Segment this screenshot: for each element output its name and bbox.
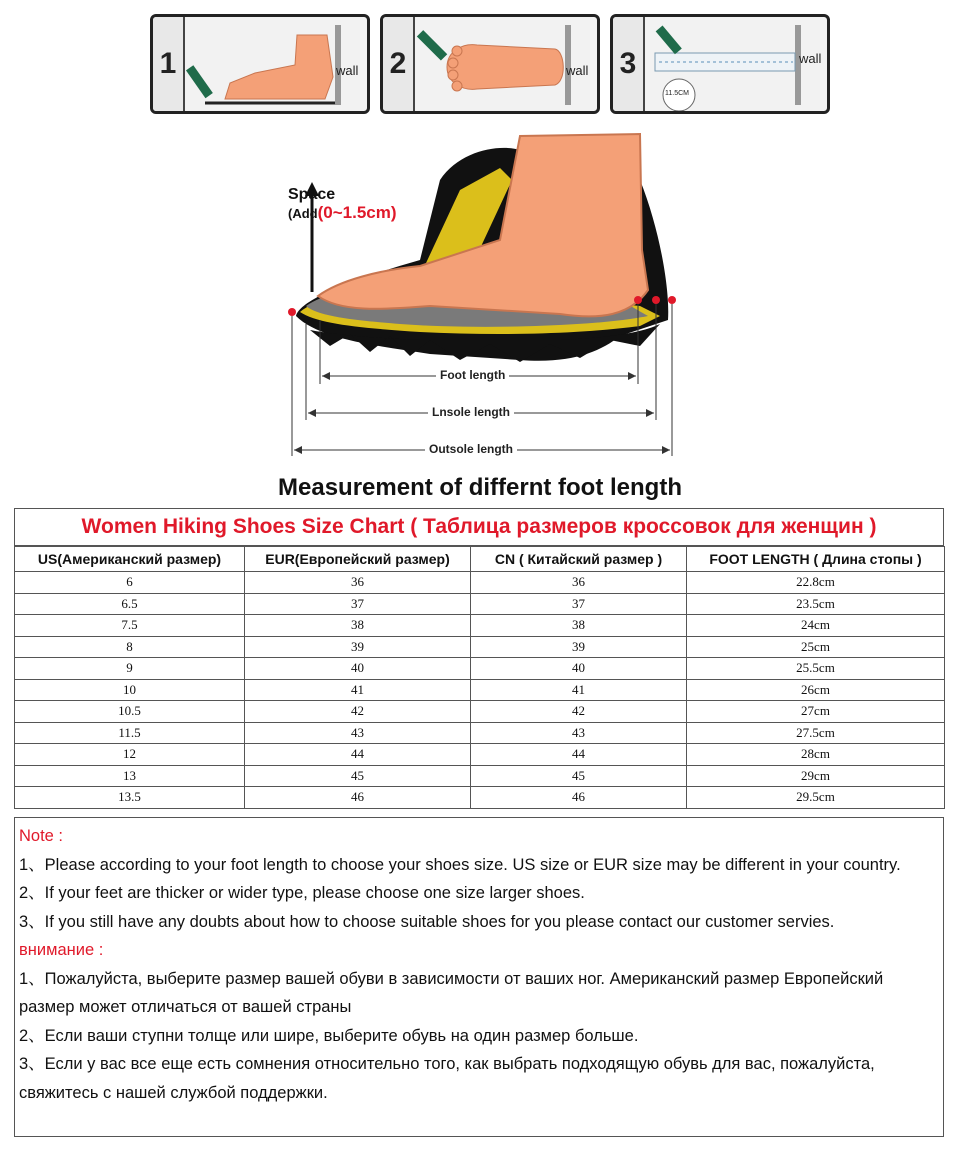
- table-cell: 37: [245, 593, 471, 615]
- table-header-row: [15, 547, 945, 572]
- table-row: [15, 701, 945, 723]
- table-cell: 42: [471, 701, 687, 723]
- table-row: [15, 615, 945, 637]
- table-cell: 11.5: [15, 722, 245, 744]
- table-cell: 38: [471, 615, 687, 637]
- table-cell: 40: [471, 658, 687, 680]
- table-row: [15, 787, 945, 809]
- table-cell: 6: [15, 572, 245, 594]
- table-cell: 13: [15, 765, 245, 787]
- table-cell: 9: [15, 658, 245, 680]
- step-number: 2: [383, 17, 415, 111]
- header-eur: EUR(Европейский размер): [245, 547, 471, 572]
- table-cell: 37: [471, 593, 687, 615]
- table-cell: 26cm: [687, 679, 945, 701]
- table-cell: 10.5: [15, 701, 245, 723]
- table-row: [15, 636, 945, 658]
- table-cell: 7.5: [15, 615, 245, 637]
- ruler-mark: 11.5CM: [665, 90, 689, 97]
- note-en-1: 1、Please according to your foot length to choose your shoes size. US size or EUR size may be different in your country.: [19, 855, 901, 874]
- space-range: (0~1.5cm): [317, 203, 397, 222]
- table-cell: 46: [245, 787, 471, 809]
- step-number: 3: [613, 17, 645, 111]
- measurement-steps: [150, 14, 830, 118]
- table-cell: 23.5cm: [687, 593, 945, 615]
- shoe-cross-section-illustration: [0, 120, 960, 480]
- table-row: [15, 658, 945, 680]
- note-en-2: 2、If your feet are thicker or wider type, please choose one size larger shoes.: [19, 884, 585, 902]
- table-cell: 43: [245, 722, 471, 744]
- table-cell: 38: [245, 615, 471, 637]
- table-cell: 44: [245, 744, 471, 766]
- space-label: [288, 186, 397, 223]
- table-cell: 29cm: [687, 765, 945, 787]
- table-row: [15, 572, 945, 594]
- table-cell: 40: [245, 658, 471, 680]
- table-cell: 29.5cm: [687, 787, 945, 809]
- table-cell: 8: [15, 636, 245, 658]
- table-cell: 39: [245, 636, 471, 658]
- insole-length-label: Lnsole length: [428, 405, 514, 419]
- table-cell: 6.5: [15, 593, 245, 615]
- table-cell: 45: [245, 765, 471, 787]
- table-cell: 39: [471, 636, 687, 658]
- size-table-body: [15, 572, 945, 809]
- table-row: [15, 593, 945, 615]
- note-ru-2: 2、Если ваши ступни толще или шире, выберите обувь на один размер больше.: [19, 1026, 639, 1045]
- note-ru-1: 1、Пожалуйста, выберите размер вашей обуви в зависимости от ваших ног. Американский размер Европейский размер может отличаться от вашей страны: [19, 969, 884, 1016]
- table-cell: 25cm: [687, 636, 945, 658]
- page-heading: Measurement of differnt foot length: [278, 474, 682, 501]
- table-cell: 28cm: [687, 744, 945, 766]
- table-cell: 46: [471, 787, 687, 809]
- table-cell: 24cm: [687, 615, 945, 637]
- table-cell: 27.5cm: [687, 722, 945, 744]
- header-us: US(Американский размер): [15, 547, 245, 572]
- table-row: [15, 744, 945, 766]
- table-cell: 13.5: [15, 787, 245, 809]
- header-cn: CN ( Китайский размер ): [471, 547, 687, 572]
- foot-length-label: Foot length: [436, 368, 509, 382]
- outsole-length-label: Outsole length: [425, 442, 517, 456]
- note-en-3: 3、If you still have any doubts about how to choose suitable shoes for you please contact our customer servies.: [19, 912, 835, 931]
- step-1: [150, 14, 370, 114]
- table-cell: 45: [471, 765, 687, 787]
- note-title-ru: внимание :: [19, 941, 104, 959]
- table-cell: 27cm: [687, 701, 945, 723]
- table-cell: 44: [471, 744, 687, 766]
- notes-box: [14, 817, 944, 1137]
- table-cell: 25.5cm: [687, 658, 945, 680]
- step-2: [380, 14, 600, 114]
- table-cell: 43: [471, 722, 687, 744]
- table-row: [15, 765, 945, 787]
- space-add-prefix: (Add: [288, 206, 318, 221]
- table-cell: 41: [245, 679, 471, 701]
- table-cell: 10: [15, 679, 245, 701]
- table-cell: 22.8cm: [687, 572, 945, 594]
- note-title-en: Note :: [19, 827, 64, 845]
- wall-label: wall: [799, 51, 822, 66]
- foot-shoe-diagram: [0, 120, 960, 480]
- space-title: Space: [288, 186, 336, 203]
- wall-label: wall: [336, 63, 359, 78]
- wall-label: wall: [566, 63, 589, 78]
- table-cell: 12: [15, 744, 245, 766]
- table-row: [15, 722, 945, 744]
- note-ru-3: 3、Если у вас все еще есть сомнения относительно того, как выбрать подходящую обувь для вас, пожалуйста, свяжитесь с нашей службой поддержки.: [19, 1055, 875, 1102]
- table-row: [15, 679, 945, 701]
- table-cell: 41: [471, 679, 687, 701]
- size-table: [14, 546, 945, 809]
- step-number: 1: [153, 17, 185, 111]
- table-cell: 36: [245, 572, 471, 594]
- header-foot-length: FOOT LENGTH ( Длина стопы ): [687, 547, 945, 572]
- table-cell: 42: [245, 701, 471, 723]
- step-3: [610, 14, 830, 114]
- size-chart-title: Women Hiking Shoes Size Chart ( Таблица размеров кроссовок для женщин ): [14, 508, 944, 546]
- table-cell: 36: [471, 572, 687, 594]
